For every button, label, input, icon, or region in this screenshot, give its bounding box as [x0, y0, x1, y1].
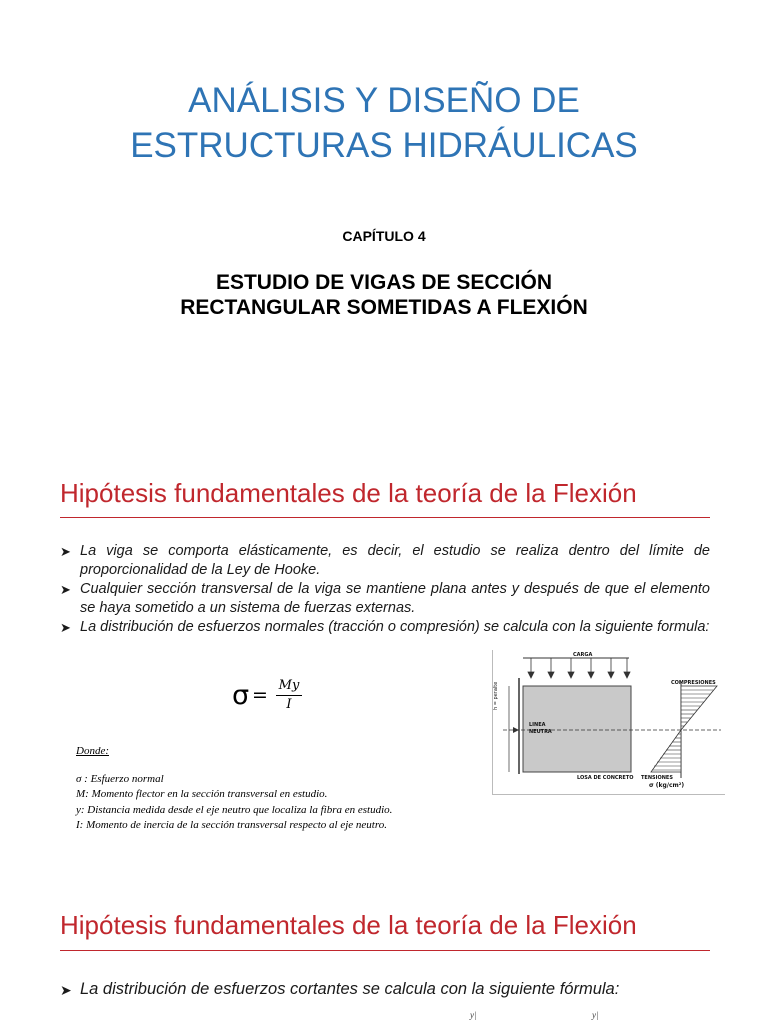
beam-stress-diagram: [492, 650, 725, 795]
section-divider-1: [60, 517, 710, 518]
arrowhead-bullet-icon: ➤: [60, 620, 71, 635]
list-item-text: La distribución de esfuerzos cortantes se calcula con la siguiente fórmula:: [80, 980, 620, 998]
formula-equals: =: [252, 684, 268, 706]
document-title: [0, 78, 768, 168]
slab-label: LOSA DE CONCRETO: [577, 775, 634, 781]
title-line-1: ANÁLISIS Y DISEÑO DE: [188, 81, 580, 120]
shear-formula-var: y|: [470, 1010, 477, 1020]
beam-diagram-svg: [493, 650, 725, 794]
tension-label: TENSIONES: [641, 775, 673, 781]
formula-fraction: [276, 678, 302, 713]
neutral-line-label-2: NEUTRA: [529, 729, 552, 735]
chapter-subtitle: [0, 270, 768, 320]
subtitle-line-1: ESTUDIO DE VIGAS DE SECCIÓN: [215, 271, 553, 294]
list-item: [60, 580, 710, 618]
arrowhead-bullet-icon: ➤: [60, 544, 71, 559]
shear-list: [60, 978, 710, 1000]
load-arrows: [528, 658, 630, 678]
subtitle-line-2: RECTANGULAR SOMETIDAS A FLEXIÓN: [180, 296, 588, 319]
section-heading-1: Hipótesis fundamentales de la teoría de la Flexión: [60, 478, 637, 508]
height-label: h = peralte: [493, 681, 499, 710]
list-item-text: La viga se comporta elásticamente, es decir, el estudio se realiza dentro del límite de proporcionalidad de la Ley de Hooke.: [80, 543, 710, 578]
compression-label: COMPRESIONES: [671, 680, 716, 686]
definition-row: M: Momento flector en la sección transversal en estudio.: [76, 788, 328, 800]
stress-axis-label: σ (kg/cm²): [649, 782, 685, 789]
variable-definitions: [76, 744, 496, 834]
shear-formula-var: y|: [592, 1010, 599, 1020]
title-line-2: ESTRUCTURAS HIDRÁULICAS: [130, 126, 638, 165]
section-divider-2: [60, 950, 710, 951]
definition-row: y: Distancia medida desde el eje neutro que localiza la fibra en estudio.: [76, 803, 393, 816]
neutral-line-label: LINEA: [529, 722, 546, 728]
formula-denominator: I: [286, 697, 292, 712]
hypothesis-list: [60, 542, 710, 637]
fraction-bar: [276, 695, 302, 696]
arrowhead-bullet-icon: ➤: [60, 582, 71, 597]
list-item: [60, 542, 710, 580]
arrowhead-bullet-icon: ➤: [60, 982, 72, 998]
section-heading-2: Hipótesis fundamentales de la teoría de la Flexión: [60, 910, 637, 940]
neutral-axis-arrow: [513, 727, 519, 733]
list-item-text: Cualquier sección transversal de la viga se mantiene plana antes y después de que el elemento se haya sometido a un sistema de fuerzas externas.: [80, 581, 710, 616]
load-label: CARGA: [573, 652, 593, 658]
compression-triangle: [681, 686, 717, 730]
donde-title: Donde:: [76, 745, 109, 757]
formula-sigma: σ: [232, 680, 250, 711]
definition-row: σ : Esfuerzo normal: [76, 772, 164, 785]
formula-numerator: My: [278, 678, 300, 693]
list-item: [60, 618, 710, 637]
list-item: [60, 978, 710, 1000]
chapter-label: CAPÍTULO 4: [342, 228, 426, 244]
definition-row: I: Momento de inercia de la sección transversal respecto al eje neutro.: [76, 819, 387, 831]
list-item-text: La distribución de esfuerzos normales (tracción o compresión) se calcula con la siguiente formula:: [80, 619, 710, 635]
